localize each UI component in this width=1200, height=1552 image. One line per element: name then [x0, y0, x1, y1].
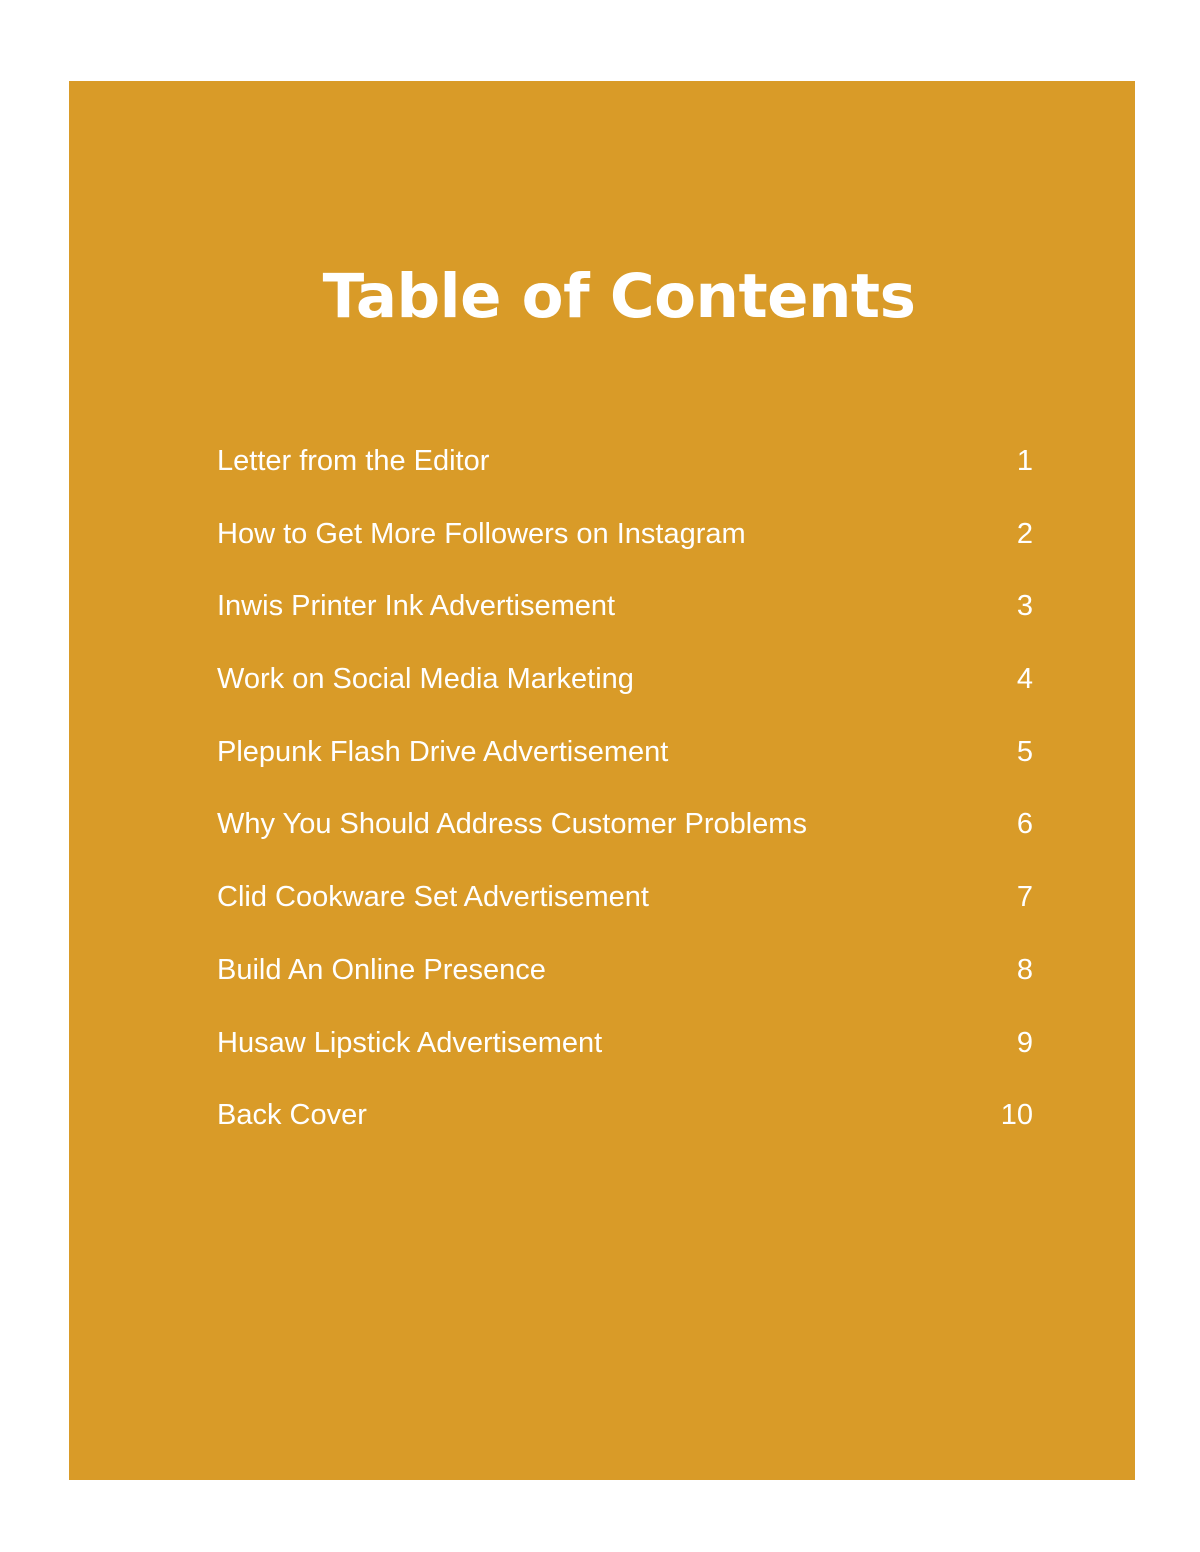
toc-entry-plepunk-flash-drive[interactable]: [213, 734, 1033, 807]
toc-entry-clid-cookware-set[interactable]: [213, 879, 1033, 952]
toc-entry-page-number: 4: [1016, 663, 1033, 696]
toc-entry-label: Husaw Lipstick Advertisement: [217, 1026, 603, 1059]
page-title: Table of Contents: [322, 261, 916, 332]
toc-entry-back-cover[interactable]: [213, 1097, 1033, 1170]
toc-entry-page-number: 9: [1016, 1026, 1033, 1059]
toc-entry-label: Work on Social Media Marketing: [217, 663, 634, 696]
toc-entry-page-number: 5: [1016, 735, 1033, 768]
toc-entry-online-presence[interactable]: [213, 952, 1033, 1025]
toc-entry-label: Why You Should Address Customer Problems: [217, 808, 807, 841]
toc-entry-page-number: 3: [1016, 590, 1033, 623]
toc-entry-page-number: 10: [1000, 1099, 1033, 1132]
toc-entry-letter-from-the-editor[interactable]: [213, 443, 1033, 516]
toc-entry-husaw-lipstick[interactable]: [213, 1025, 1033, 1098]
toc-entry-page-number: 6: [1016, 808, 1033, 841]
toc-panel: [69, 81, 1135, 1480]
toc-entry-page-number: 1: [1016, 445, 1033, 477]
toc-entry-label: Clid Cookware Set Advertisement: [217, 881, 649, 914]
toc-list: [213, 443, 1033, 1170]
toc-entry-page-number: 2: [1016, 517, 1033, 550]
toc-entry-instagram-followers[interactable]: [213, 516, 1033, 589]
toc-entry-label: Inwis Printer Ink Advertisement: [217, 590, 616, 623]
toc-entry-page-number: 8: [1016, 953, 1033, 986]
toc-entry-label: Back Cover: [217, 1099, 367, 1132]
toc-entry-label: Plepunk Flash Drive Advertisement: [217, 735, 669, 768]
toc-entry-customer-problems[interactable]: [213, 806, 1033, 879]
toc-entry-label: Letter from the Editor: [217, 445, 490, 477]
toc-entry-label: Build An Online Presence: [217, 953, 546, 986]
toc-entry-social-media-marketing[interactable]: [213, 661, 1033, 734]
toc-entry-page-number: 7: [1016, 881, 1033, 914]
toc-entry-inwis-printer-ink[interactable]: [213, 588, 1033, 661]
toc-entry-label: How to Get More Followers on Instagram: [217, 517, 746, 550]
